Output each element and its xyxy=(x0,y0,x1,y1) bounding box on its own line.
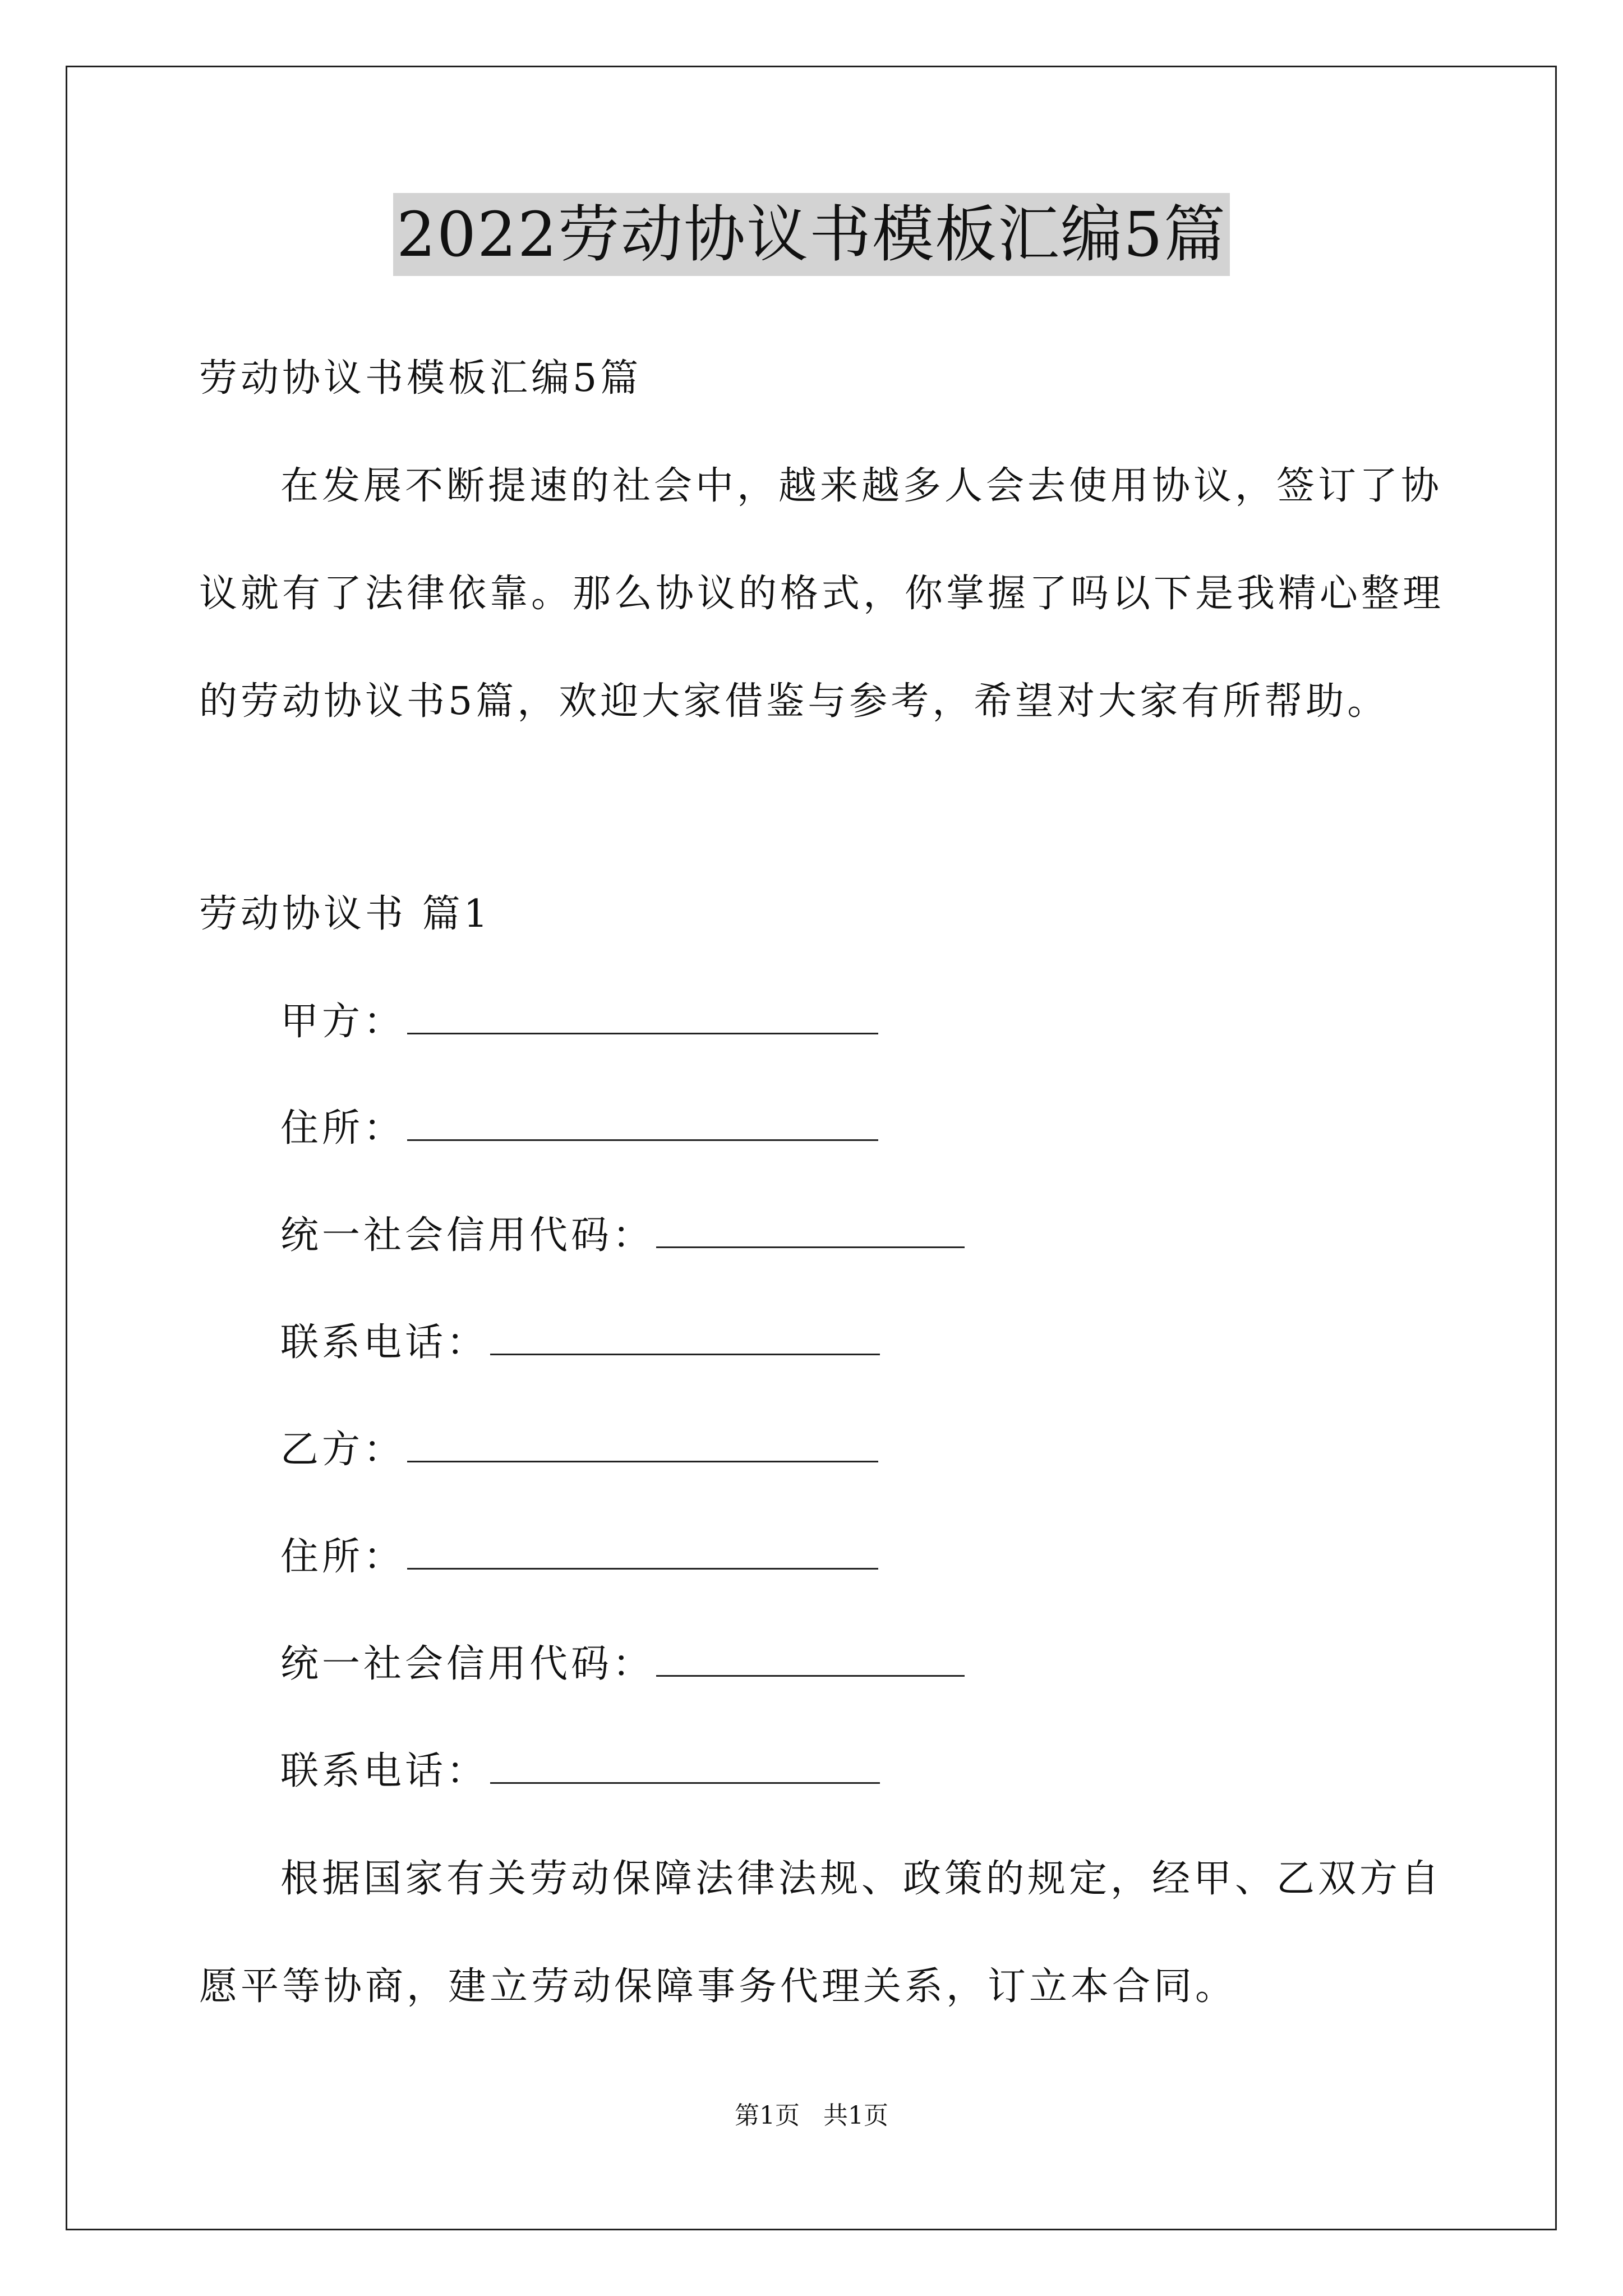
page-number-footer: 第1页 共1页 xyxy=(735,2101,888,2130)
party-a-credit-code-blank[interactable] xyxy=(656,1213,965,1248)
body-line-2: 愿平等协商，建立劳动保障事务代理关系，订立本合同。 xyxy=(199,1964,1237,2009)
intro-line-1: 在发展不断提速的社会中，越来越多人会去使用协议，签订了协 xyxy=(280,464,1443,508)
field-label: 统一社会信用代码： xyxy=(280,1213,654,1258)
title-container xyxy=(0,193,1623,276)
party-b-credit-code-blank[interactable] xyxy=(656,1641,965,1677)
party-b-phone-blank[interactable] xyxy=(490,1749,880,1784)
party-b-blank[interactable] xyxy=(407,1427,878,1462)
party-a-phone-blank[interactable] xyxy=(490,1320,880,1355)
field-party-a-phone xyxy=(280,1318,880,1368)
field-party-a-credit-code xyxy=(280,1211,965,1261)
field-label: 乙方： xyxy=(280,1428,405,1472)
field-party-b-address xyxy=(280,1532,878,1582)
party-a-blank[interactable] xyxy=(407,999,878,1034)
field-party-b-phone xyxy=(280,1746,880,1797)
field-label: 住所： xyxy=(280,1535,405,1579)
field-label: 甲方： xyxy=(280,1000,405,1044)
field-party-a-address xyxy=(280,1103,878,1154)
field-party-b-credit-code xyxy=(280,1639,965,1690)
party-b-address-blank[interactable] xyxy=(407,1534,878,1570)
document-subtitle: 劳动协议书模板汇编5篇 xyxy=(199,356,642,401)
field-label: 联系电话： xyxy=(280,1749,488,1793)
party-a-address-blank[interactable] xyxy=(407,1106,878,1141)
section-heading: 劳动协议书 篇1 xyxy=(199,892,491,936)
field-party-b xyxy=(280,1425,878,1475)
field-label: 联系电话： xyxy=(280,1320,488,1365)
intro-line-3: 的劳动协议书5篇，欢迎大家借鉴与参考，希望对大家有所帮助。 xyxy=(199,679,1389,724)
body-line-1: 根据国家有关劳动保障法律法规、政策的规定，经甲、乙双方自 xyxy=(280,1857,1443,1901)
intro-line-2: 议就有了法律依靠。那么协议的格式，你掌握了吗以下是我精心整理 xyxy=(199,572,1445,616)
field-party-a xyxy=(280,997,878,1047)
field-label: 统一社会信用代码： xyxy=(280,1642,654,1686)
document-title: 2022劳动协议书模板汇编5篇 xyxy=(393,193,1230,276)
field-label: 住所： xyxy=(280,1106,405,1151)
